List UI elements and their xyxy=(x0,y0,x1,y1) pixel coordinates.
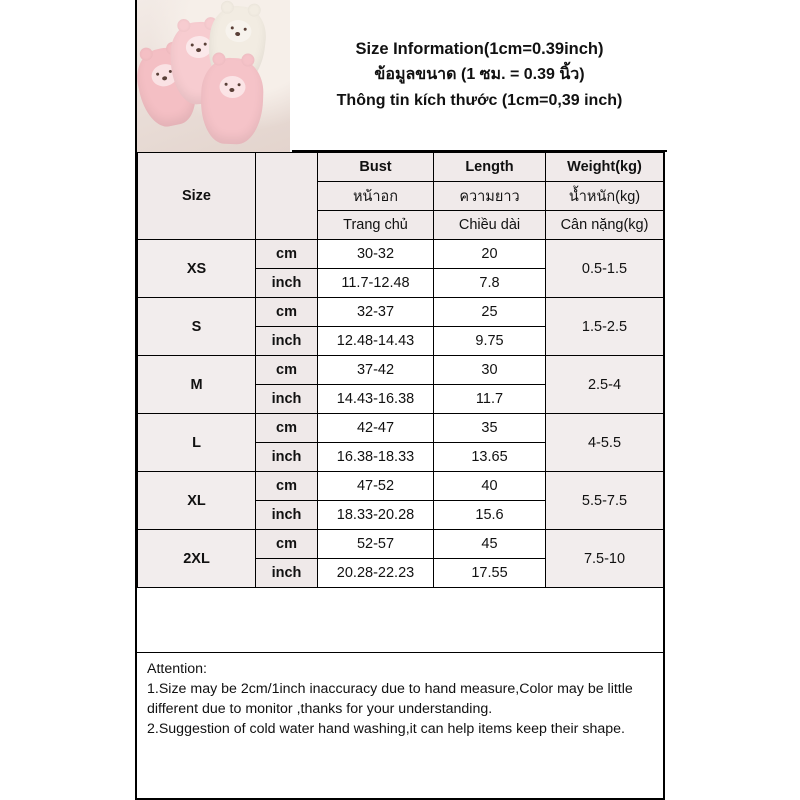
row-length-inch: 7.8 xyxy=(434,269,546,298)
row-bust-cm: 30-32 xyxy=(318,240,434,269)
row-size: XS xyxy=(138,240,256,298)
table-row xyxy=(138,240,664,269)
row-unit-cm: cm xyxy=(256,414,318,443)
row-length-inch: 9.75 xyxy=(434,327,546,356)
row-size: M xyxy=(138,356,256,414)
col-length-en: Length xyxy=(434,153,546,182)
row-size: S xyxy=(138,298,256,356)
row-unit-cm: cm xyxy=(256,530,318,559)
size-header-cell: Size xyxy=(138,153,256,240)
row-weight: 0.5-1.5 xyxy=(546,240,664,298)
row-bust-inch: 14.43-16.38 xyxy=(318,385,434,414)
title-line-en: Size Information(1cm=0.39inch) xyxy=(355,39,604,58)
row-weight: 5.5-7.5 xyxy=(546,472,664,530)
row-unit-cm: cm xyxy=(256,240,318,269)
col-bust-th: หน้าอก xyxy=(318,182,434,211)
row-bust-cm: 37-42 xyxy=(318,356,434,385)
row-weight: 1.5-2.5 xyxy=(546,298,664,356)
row-bust-cm: 32-37 xyxy=(318,298,434,327)
size-table xyxy=(137,152,664,588)
row-bust-inch: 16.38-18.33 xyxy=(318,443,434,472)
row-weight: 4-5.5 xyxy=(546,414,664,472)
col-weight-th: น้ำหนัก(kg) xyxy=(546,182,664,211)
col-bust-en: Bust xyxy=(318,153,434,182)
title-block xyxy=(292,0,667,152)
row-bust-cm: 42-47 xyxy=(318,414,434,443)
col-bust-vi: Trang chủ xyxy=(318,211,434,240)
table-row xyxy=(138,530,664,559)
row-length-cm: 25 xyxy=(434,298,546,327)
row-length-cm: 20 xyxy=(434,240,546,269)
info-sheet xyxy=(135,0,665,800)
col-weight-en: Weight(kg) xyxy=(546,153,664,182)
title-line-th: ข้อมูลขนาด (1 ซม. = 0.39 นิ้ว) xyxy=(374,66,585,84)
row-length-inch: 11.7 xyxy=(434,385,546,414)
row-length-cm: 35 xyxy=(434,414,546,443)
row-unit-cm: cm xyxy=(256,356,318,385)
attention-heading: Attention: xyxy=(147,661,207,677)
row-length-inch: 13.65 xyxy=(434,443,546,472)
attention-block xyxy=(137,652,663,798)
row-length-cm: 30 xyxy=(434,356,546,385)
attention-line-2: 2.Suggestion of cold water hand washing,it can help items keep their shape. xyxy=(147,721,625,738)
row-unit-cm: cm xyxy=(256,472,318,501)
col-length-vi: Chiều dài xyxy=(434,211,546,240)
row-bust-cm: 47-52 xyxy=(318,472,434,501)
row-bust-cm: 52-57 xyxy=(318,530,434,559)
row-weight: 7.5-10 xyxy=(546,530,664,588)
table-row xyxy=(138,356,664,385)
row-weight: 2.5-4 xyxy=(546,356,664,414)
col-weight-vi: Cân nặng(kg) xyxy=(546,211,664,240)
row-unit-inch: inch xyxy=(256,501,318,530)
unit-header-cell xyxy=(256,153,318,240)
title-line-vi: Thông tin kích thước (1cm=0,39 inch) xyxy=(336,92,623,110)
table-row xyxy=(138,414,664,443)
row-unit-inch: inch xyxy=(256,385,318,414)
row-unit-inch: inch xyxy=(256,443,318,472)
row-bust-inch: 20.28-22.23 xyxy=(318,559,434,588)
row-length-cm: 40 xyxy=(434,472,546,501)
row-bust-inch: 18.33-20.28 xyxy=(318,501,434,530)
row-size: 2XL xyxy=(138,530,256,588)
row-size: L xyxy=(138,414,256,472)
row-unit-cm: cm xyxy=(256,298,318,327)
attention-line-1: 1.Size may be 2cm/1inch inaccuracy due to hand measure,Color may be little different due to monitor ,thanks for your understanding. xyxy=(147,681,633,718)
col-length-th: ความยาว xyxy=(434,182,546,211)
row-length-cm: 45 xyxy=(434,530,546,559)
row-unit-inch: inch xyxy=(256,559,318,588)
table-row xyxy=(138,472,664,501)
row-length-inch: 15.6 xyxy=(434,501,546,530)
row-unit-inch: inch xyxy=(256,269,318,298)
row-length-inch: 17.55 xyxy=(434,559,546,588)
row-bust-inch: 11.7-12.48 xyxy=(318,269,434,298)
row-bust-inch: 12.48-14.43 xyxy=(318,327,434,356)
table-header-row-en xyxy=(138,153,664,182)
row-size: XL xyxy=(138,472,256,530)
table-row xyxy=(138,298,664,327)
row-unit-inch: inch xyxy=(256,327,318,356)
